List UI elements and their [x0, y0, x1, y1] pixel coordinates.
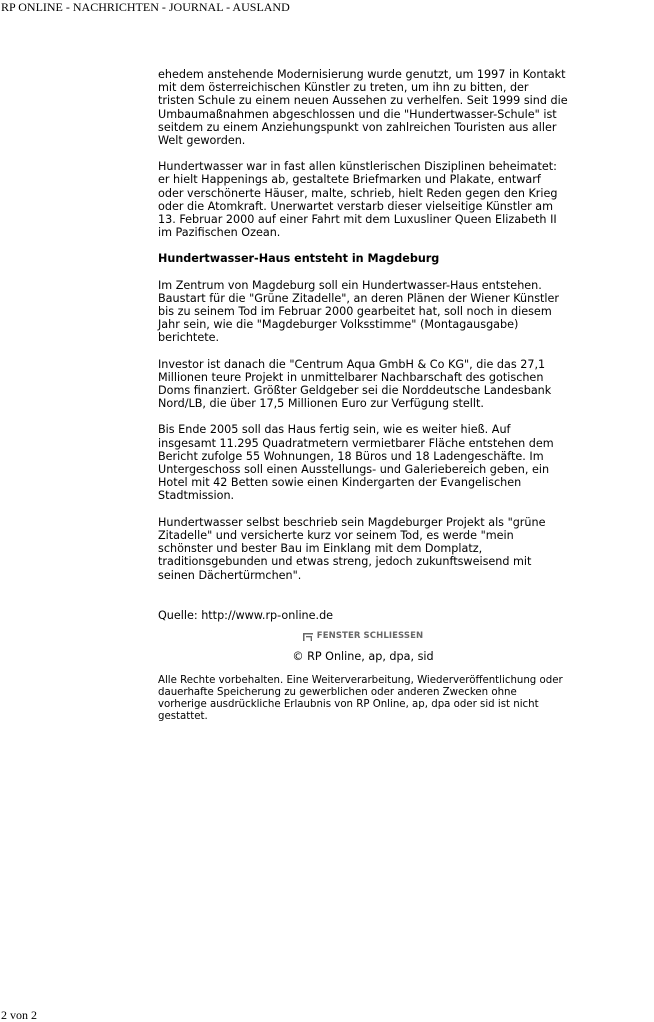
close-window-icon [303, 633, 314, 641]
close-window-button[interactable] [158, 630, 568, 644]
article-paragraph: Im Zentrum von Magdeburg soll ein Hundertwasser-Haus entstehen. Baustart für die "Grüne Zitadelle", an deren Plänen der Wiener Künstler bis zu seinem Tod im Februar 2000 gearbeitet hat, soll noch in diesem Jahr sein, wie die "Magdeburger Volksstimme" (Montagausgabe) berichtete. [158, 278, 560, 345]
rights-notice: Alle Rechte vorbehalten. Eine Weiterverarbeitung, Wiederveröffentlichung oder dauerhafte Speicherung zu gewerblichen oder anderen Zwecken ohne vorherige ausdrückliche Erlaubnis von RP Online, ap, dpa oder sid ist nicht gestattet. [158, 675, 563, 723]
article-source: Quelle: http://www.rp-online.de [158, 608, 334, 622]
print-header: RP ONLINE - NACHRICHTEN - JOURNAL - AUSLAND [1, 0, 290, 14]
article-subheading: Hundertwasser-Haus entsteht in Magdeburg [158, 252, 440, 266]
print-footer: 2 von 2 [1, 1008, 37, 1022]
copyright: © RP Online, ap, dpa, sid [292, 649, 434, 663]
article-body [158, 68, 568, 723]
article-paragraph: ehedem anstehende Modernisierung wurde genutzt, um 1997 in Kontakt mit dem österreichischen Künstler zu treten, um ihn zu bitten, der tristen Schule zu einem neuen Aussehen zu verhelfen. Seit 1999 sind die Umbaumaßnahmen abgeschlossen und die "Hundertwasser-Schule" ist seitdem zu einem Anziehungspunkt von zahlreichen Touristen aus aller Welt geworden. [158, 68, 568, 148]
article-paragraph: Hundertwasser selbst beschrieb sein Magdeburger Projekt als "grüne Zitadelle" und versicherte kurz vor seinem Tod, es werde "mein schönster und bester Bau im Einklang mit dem Domplatz, traditionsgebunden und etwas streng, jedoch zukunftsweisend mit seinen Dächertürmchen". [158, 515, 546, 582]
article-paragraph: Bis Ende 2005 soll das Haus fertig sein, wie es weiter hieß. Auf insgesamt 11.295 Quadratmetern vermietbarer Fläche entstehen dem Bericht zufolge 55 Wohnungen, 18 Büros und 18 Ladengeschäfte. Im Untergeschoss soll einen Ausstellungs- und Galeriebereich geben, ein Hotel mit 42 Betten sowie einen Kindergarten der Evangelischen Stadtmission. [158, 423, 554, 503]
close-window-label: FENSTER SCHLIESSEN [316, 631, 424, 642]
article-paragraph: Investor ist danach die "Centrum Aqua GmbH & Co KG", die das 27,1 Millionen teure Projekt in unmittelbarer Nachbarschaft des gotischen Doms finanziert. Größter Geldgeber sei die Norddeutsche Landesbank Nord/LB, die über 17,5 Millionen Euro zur Verfügung stellt. [158, 357, 552, 411]
article-paragraph: Hundertwasser war in fast allen künstlerischen Disziplinen beheimatet: er hielt Happenings ab, gestaltete Briefmarken und Plakate, entwarf oder verschönerte Häuser, malte, schrieb, hielt Reden gegen den Krieg oder die Atomkraft. Unerwartet verstarb dieser vielseitige Künstler am 13. Februar 2000 auf einer Fahrt mit dem Luxusliner Queen Elizabeth II im Pazifischen Ozean. [158, 160, 558, 240]
